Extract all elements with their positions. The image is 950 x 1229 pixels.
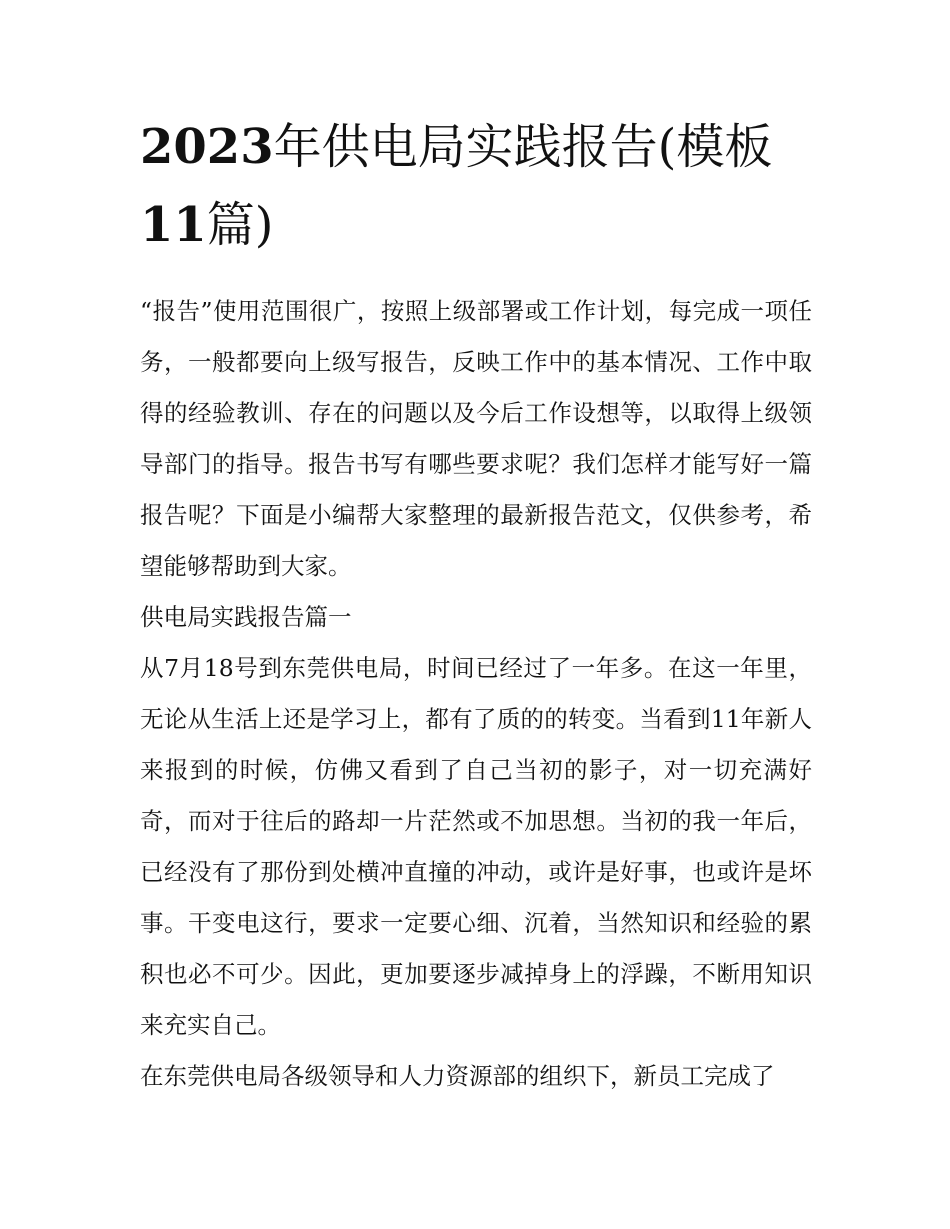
title-text: 年供电局实践报告(模板 [273, 119, 773, 175]
section-heading: 供电局实践报告篇一 [140, 603, 352, 631]
document-page [140, 0, 812, 1102]
document-title [140, 0, 812, 264]
document-body [140, 286, 812, 1102]
title-year: 2023 [140, 119, 274, 175]
title-suffix: 篇) [206, 197, 274, 253]
body-paragraph: 在东莞供电局各级领导和人力资源部的组织下，新员工完成了 [140, 1062, 775, 1090]
body-paragraph: 从7月18号到东莞供电局，时间已经过了一年多。在这一年里，无论从生活上还是学习上，都有了质的的转变。当看到11年新人来报到的时候，仿佛又看到了自己当初的影子，对一切充满好奇，而对于往后的路却一片茫然或不加思想。当初的我一年后，已经没有了那份到处横冲直撞的冲动，或许是好事，也或许是坏事。干变电这行，要求一定要心细、沉着，当然知识和经验的累积也必不可少。因此，更加要逐步减掉身上的浮躁，不断用知识来充实自己。 [140, 654, 812, 1039]
intro-paragraph: “报告”使用范围很广，按照上级部署或工作计划，每完成一项任务，一般都要向上级写报告，反映工作中的基本情况、工作中取得的经验教训、存在的问题以及今后工作设想等，以取得上级领导部门的指导。报告书写有哪些要求呢？我们怎样才能写好一篇报告呢？下面是小编帮大家整理的最新报告范文，仅供参考，希望能够帮助到大家。 [140, 297, 812, 580]
title-count: 11 [140, 197, 207, 253]
